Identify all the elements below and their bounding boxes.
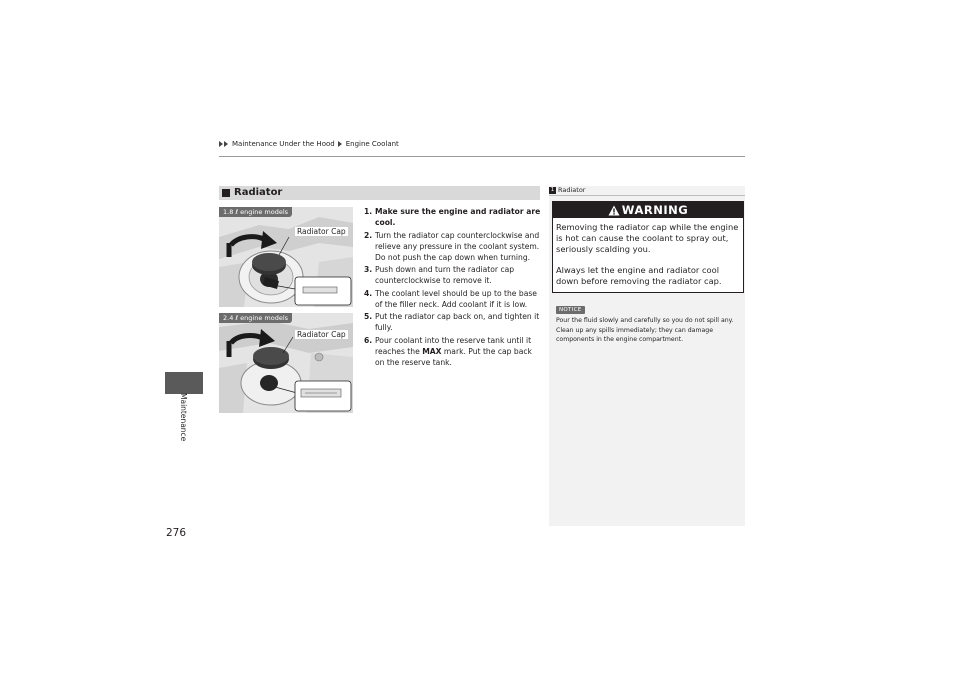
breadcrumb-item-engine-coolant[interactable]: Engine Coolant — [345, 140, 399, 148]
figure-2-4-engine — [219, 313, 353, 413]
step-item: 1. Make sure the engine and radiator are cool. — [364, 207, 541, 227]
warning-paragraph: Removing the radiator cap while the engine is hot can cause the coolant to spray out, seriously scalding you. — [556, 222, 739, 254]
radiator-cap-illustration — [219, 313, 353, 413]
warning-triangle-icon — [608, 205, 620, 216]
step-item: 6. Pour coolant into the reserve tank until it reaches the MAX mark. Put the cap back on the reserve tank. — [364, 335, 532, 367]
step-item: 5. Put the radiator cap back on, and tighten it fully. — [364, 312, 540, 332]
engine-model-badge: 2.4 ℓ engine models — [219, 313, 292, 323]
section-title: Radiator — [222, 187, 282, 198]
notice-badge: NOTICE — [556, 306, 585, 314]
radiator-cap-illustration — [219, 207, 353, 307]
reference-1-icon: 1 — [550, 186, 555, 193]
section-square-icon — [222, 189, 230, 197]
radiator-cap-label: Radiator Cap — [297, 227, 346, 236]
breadcrumb-arrow-icon — [219, 141, 229, 147]
sidebar-heading[interactable]: 1 Radiator — [550, 186, 586, 194]
radiator-cap-label: Radiator Cap — [297, 330, 346, 339]
breadcrumb-item-maintenance-under-hood[interactable]: Maintenance Under the Hood — [232, 140, 335, 148]
step-item: 4. The coolant level should be up to the base of the filler neck. Add coolant if it is low. — [364, 288, 537, 309]
step-item: 3. Push down and turn the radiator cap counterclockwise to remove it. — [364, 265, 515, 285]
sidebar-heading-divider — [549, 195, 745, 196]
breadcrumb — [219, 140, 399, 148]
procedure-steps — [364, 206, 542, 369]
warning-title: WARNING — [553, 202, 743, 218]
warning-paragraph: Always let the engine and radiator cool down before removing the radiator cap. — [556, 265, 722, 286]
figure-1-8-engine — [219, 207, 353, 307]
chapter-tab[interactable] — [165, 372, 203, 394]
breadcrumb-arrow-icon — [338, 141, 343, 147]
notice-text: Pour the fluid slowly and carefully so you do not spill any. Clean up any spills immediately; they can damage components in the engine compartment. — [556, 317, 734, 343]
step-item: 2. Turn the radiator cap counterclockwise and relieve any pressure in the coolant system. Do not push the cap down when turning. — [364, 230, 540, 262]
chapter-label: Maintenance — [179, 393, 188, 442]
page-number: 276 — [166, 527, 187, 539]
header-divider — [219, 156, 745, 157]
engine-model-badge: 1.8 ℓ engine models — [219, 207, 292, 217]
